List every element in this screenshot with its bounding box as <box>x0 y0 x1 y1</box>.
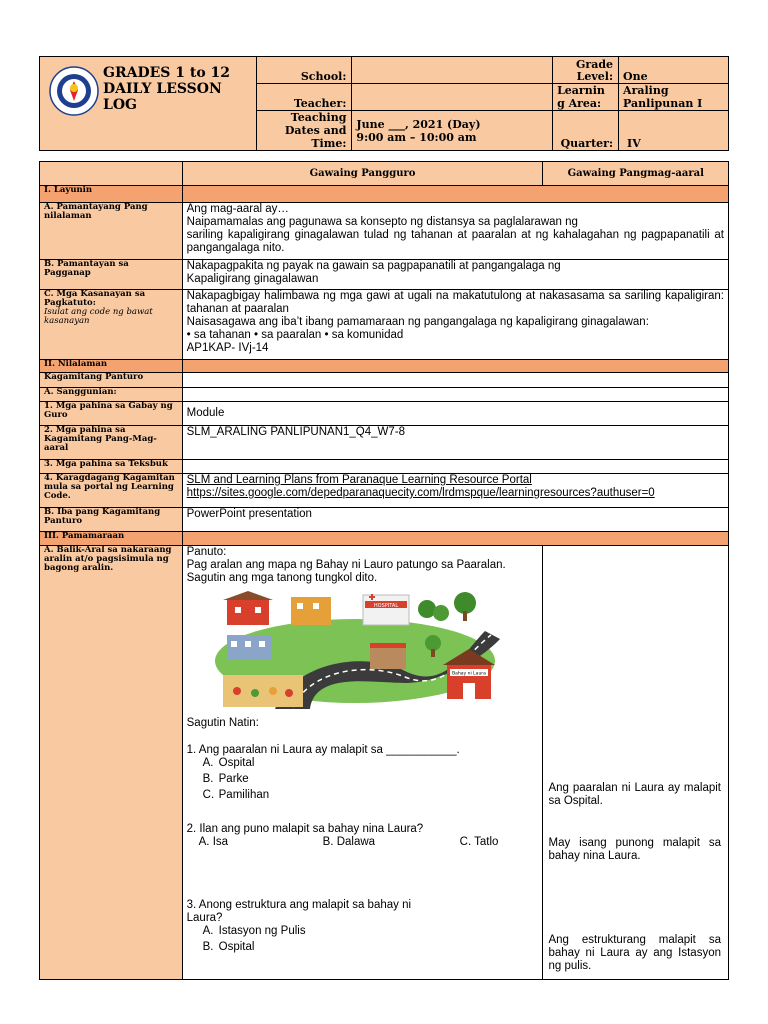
sagutin-heading: Sagutin Natin: <box>186 717 259 729</box>
section-pamamaraan: III. Pamamaraan <box>40 532 183 546</box>
q2-option-b: B. Dalawa <box>322 836 376 848</box>
row-1-value: Module <box>182 402 728 426</box>
quarter-value: IV <box>619 111 729 151</box>
q3-option-b: B. Ospital <box>202 941 255 953</box>
row-a-label: A. Pamantayang Pang nilalaman <box>40 203 183 260</box>
portal-link-url[interactable]: https://sites.google.com/depedparanaquecity.com/lrdmspque/learningresources?authuser=0 <box>186 487 655 499</box>
answer-2: May isang punong malapit sa bahay nina Laura. <box>548 837 721 862</box>
q3-option-a: A. Istasyon ng Pulis <box>202 925 306 937</box>
learning-area-label: Learnin g Area: <box>553 84 619 111</box>
student-answers <box>543 546 729 980</box>
row-4-label: 4. Karagdagang Kagamitan mula sa portal ng Learning Code. <box>40 474 183 508</box>
row-b2-label: B. Iba pang Kagamitang Panturo <box>40 508 183 532</box>
q2-option-c: C. Tatlo <box>459 836 499 848</box>
row-3-label: 3. Mga pahina sa Teksbuk <box>40 460 183 474</box>
balik-aral-content: Panuto: Pag aralan ang mapa ng Bahay ni Lauro patungo sa Paaralan. Sagutin ang mga tanong tungkol dito. HOSPITAL Bahay ni Laura Sagutin Natin: 1. Ang paaralan ni Laura ay malapit sa ___________. A. Ospital B. Parke C. Pamilihan 2. Ilan ang puno malapit sa bahay nina Laura? A. Isa B. Dalawa C. Tatlo 3. Anong estruktura ang malapit sa bahay ni Laura? A. Istasyon ng Pulis B. Ospital <box>182 546 543 980</box>
house-sign: Bahay ni Laura <box>451 671 486 677</box>
q1-option-c: C. Pamilihan <box>202 789 270 801</box>
portal-link-text[interactable]: SLM and Learning Plans from Paranaque Learning Resource Portal <box>186 474 532 486</box>
q1-option-b: B. Parke <box>202 773 249 785</box>
map-illustration <box>215 591 503 709</box>
row-sanggunian: A. Sanggunian: <box>40 388 183 402</box>
school-label: School: <box>256 57 352 84</box>
header-title-cell <box>40 57 257 151</box>
school-value <box>352 57 553 84</box>
col-header-teacher: Gawaing Pangguro <box>182 162 543 186</box>
question-3: 3. Anong estruktura ang malapit sa bahay ni Laura? <box>186 899 412 924</box>
answer-1: Ang paaralan ni Laura ay malapit sa Ospital. <box>548 782 721 807</box>
row-c-label: C. Mga Kasanayan sa Pagkatuto: Isulat ang code ng bawat kasanayan <box>40 290 183 360</box>
row-2-label: 2. Mga pahina sa Kagamitang Pang-Mag-aaral <box>40 426 183 460</box>
deped-seal-icon <box>49 66 99 116</box>
question-2: 2. Ilan ang puno malapit sa bahay nina Laura? <box>186 823 424 835</box>
dates-label: Teaching Dates and Time: <box>256 111 352 151</box>
section-nilalaman: II. Nilalaman <box>40 360 183 373</box>
teacher-value <box>352 84 553 111</box>
row-2-value: SLM_ARALING PANLIPUNAN1_Q4_W7-8 <box>182 426 728 460</box>
grade-value: One <box>619 57 729 84</box>
answer-3: Ang estrukturang malapit sa bahay ni Laura ay ang Istasyon ng pulis. <box>548 934 721 972</box>
blank-header-cell <box>40 162 183 186</box>
dates-value: June ___, 2021 (Day) 9:00 am – 10:00 am <box>352 111 553 151</box>
row-b2-value: PowerPoint presentation <box>182 508 728 532</box>
row-c-sublabel: Isulat ang code ng bawat kasanayan <box>44 307 153 326</box>
row-c-content: Nakapagbigay halimbawa ng mga gawi at ugali na makatutulong at nakasasama sa sariling kapaligiran: tahanan at paaralan Naisasagawa ang iba’t ibang pamamaraan ng pangangalaga ng kapaligirang ginagalawan: • sa tahanan • sa paaralan • sa komunidad AP1KAP- IVj-14 <box>182 290 728 360</box>
row-kagamitan: Kagamitang Panturo <box>40 373 183 388</box>
q1-option-a: A. Ospital <box>202 757 255 769</box>
title-line-1: GRADES 1 to 12 <box>103 65 231 81</box>
row-b-label: B. Pamantayan sa Pagganap <box>40 260 183 290</box>
q2-option-a: A. Isa <box>198 836 229 848</box>
row-a-content: Ang mag-aaral ay… Naipamamalas ang pagunawa sa konsepto ng distansya sa paglalarawan ng sariling kapaligirang ginagalawan tulad ng tahanan at paaralan at ng kahalagahan ng pagpapanatili at pangangalaga nito. <box>182 203 728 260</box>
row-balik-aral-label: A. Balik-Aral sa nakaraang aralin at/o pagsisimula ng bagong aralin. <box>40 546 183 980</box>
teacher-label: Teacher: <box>256 84 352 111</box>
question-3-options <box>187 925 539 957</box>
row-b-content: Nakapagpakita ng payak na gawain sa pagpapanatili at pangangalaga ng Kapaligirang ginagalawan <box>182 260 728 290</box>
hospital-sign: HOSPITAL <box>373 603 398 609</box>
quarter-label: Quarter: <box>553 111 619 151</box>
header-block <box>39 56 729 148</box>
question-1: 1. Ang paaralan ni Laura ay malapit sa ___________. <box>186 744 460 756</box>
question-2-options <box>187 836 539 849</box>
learning-area-value: Araling Panlipunan I <box>619 84 729 111</box>
section-layunin: I. Layunin <box>40 186 183 203</box>
title-line-2: DAILY LESSON LOG <box>103 81 222 113</box>
grade-label: Grade Level: <box>553 57 619 84</box>
row-1-label: 1. Mga pahina sa Gabay ng Guro <box>40 402 183 426</box>
lesson-table <box>39 161 729 980</box>
question-1-options <box>187 757 539 805</box>
col-header-student: Gawaing Pangmag-aaral <box>543 162 729 186</box>
row-4-content <box>182 474 728 508</box>
